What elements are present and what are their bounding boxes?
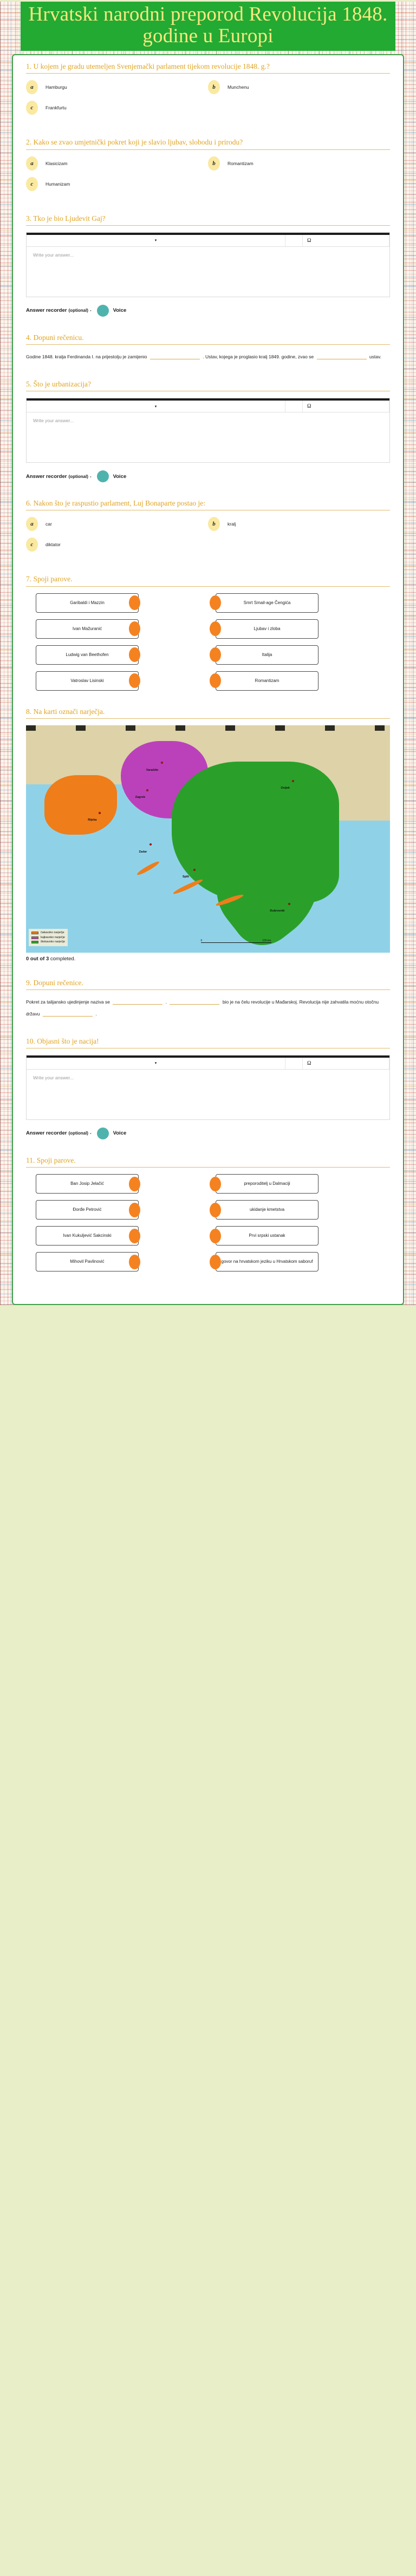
fill-blank-input[interactable] — [43, 1016, 93, 1017]
fill-text-part: Pokret za talijansko ujedinjenje naziva se — [26, 999, 110, 1005]
pair-row — [26, 1200, 390, 1220]
pair-right-cell — [208, 1200, 390, 1220]
question-1-title: 1. U kojem je gradu utemeljen Svenjemački parlament tijekom revolucije 1848. g.? — [26, 62, 270, 71]
pair-left-cell — [26, 619, 208, 639]
question-2-rule — [26, 149, 390, 150]
question-4-title: 4. Dopuni rečenicu. — [26, 333, 84, 342]
recorder-label: Answer recorder — [26, 473, 67, 480]
answer-recorder-row — [26, 1128, 390, 1139]
question-7-pairs — [26, 593, 390, 691]
toolbar-spacer — [285, 1058, 303, 1069]
question-4-rule — [26, 344, 390, 345]
choice-option[interactable] — [208, 517, 390, 531]
pair-left-box[interactable]: Đorđe Petrović — [36, 1200, 139, 1220]
special-character-button[interactable] — [303, 1058, 389, 1069]
question-3-title: 3. Tko je bio Ljudevit Gaj? — [26, 214, 106, 222]
choice-label: kralj — [227, 521, 236, 527]
editor-toolbar — [27, 1058, 389, 1070]
fill-text-part: . — [95, 1011, 97, 1017]
pair-row — [26, 593, 390, 613]
pair-right-box[interactable]: govor na hrvatskom jeziku u Hrvatskom saboruf — [216, 1252, 318, 1271]
record-button-icon[interactable] — [97, 305, 109, 317]
omega-icon: Ω — [307, 237, 311, 244]
pair-connector-knob[interactable] — [210, 1255, 221, 1269]
pair-right-box[interactable]: preporoditelj u Dalmaciji — [216, 1174, 318, 1194]
question-3 — [26, 214, 390, 317]
question-3-rule — [26, 225, 390, 226]
voice-label: Voice — [113, 473, 127, 480]
legend-item — [31, 940, 65, 945]
question-9-rule — [26, 989, 390, 990]
font-select-dropdown[interactable] — [27, 1058, 285, 1069]
pair-connector-knob[interactable] — [129, 673, 140, 688]
legend-swatch-stokavian — [31, 941, 38, 943]
fill-blank-input[interactable] — [170, 1004, 219, 1005]
pair-connector-knob[interactable] — [129, 1229, 140, 1243]
choice-key-bubble: a — [26, 80, 38, 94]
choice-key-bubble: c — [26, 177, 38, 191]
question-6-title: 6. Nakon što je raspustio parlament, Luj Bonaparte postao je: — [26, 499, 206, 508]
choice-option[interactable] — [26, 156, 208, 171]
chevron-down-icon: ▾ — [154, 404, 157, 409]
pair-left-cell — [26, 1252, 208, 1271]
question-10 — [26, 1037, 390, 1139]
question-9 — [26, 978, 390, 1020]
map-top-border — [26, 725, 390, 731]
question-7-rule — [26, 586, 390, 587]
fill-text-part: . — [165, 999, 167, 1005]
question-2-choices — [26, 156, 390, 198]
map-city-label: Rijeka — [88, 818, 97, 822]
pair-left-box[interactable]: Ban Josip Jelačić — [36, 1174, 139, 1194]
pair-right-box[interactable]: Prvi srpski ustanak — [216, 1226, 318, 1246]
question-7-title: 7. Spoji parove. — [26, 575, 73, 584]
title-banner — [21, 2, 395, 51]
choice-key-bubble: b — [208, 517, 220, 531]
pair-right-cell — [208, 1252, 390, 1271]
recorder-dash: - — [89, 1131, 92, 1136]
question-11-pairs — [26, 1174, 390, 1271]
question-8 — [26, 707, 390, 962]
question-4 — [26, 333, 390, 363]
fill-text-part: . Ustav, kojega je proglasio kralj 1849. godine, zvao se — [203, 354, 314, 360]
answer-textarea[interactable]: Write your answer... — [27, 412, 389, 462]
choice-label: Munchenu — [227, 84, 249, 90]
question-9-sentences — [26, 997, 390, 1020]
pair-left-box[interactable]: Ivan Mažuranić — [36, 619, 139, 639]
pair-left-box[interactable]: Vatroslav Lisinski — [36, 671, 139, 691]
question-8-title: 8. Na karti označi narječja. — [26, 707, 105, 716]
pair-right-box[interactable]: Smrt Smail-age Čengića — [216, 593, 318, 613]
pair-connector-knob[interactable] — [210, 621, 221, 636]
question-6 — [26, 499, 390, 558]
font-select-dropdown[interactable] — [27, 401, 285, 412]
pair-right-box[interactable]: Ljubav i zloba — [216, 619, 318, 639]
pair-connector-knob[interactable] — [210, 647, 221, 662]
omega-icon: Ω — [307, 403, 311, 410]
question-10-title: 10. Objasni što je nacija! — [26, 1037, 99, 1045]
fill-text-part: ustav. — [369, 354, 381, 360]
choice-key-bubble: b — [208, 80, 220, 94]
special-character-button[interactable] — [303, 235, 389, 246]
pair-row — [26, 1252, 390, 1271]
legend-item — [31, 930, 65, 935]
record-button-icon[interactable] — [97, 1128, 109, 1139]
city-pin — [288, 903, 290, 905]
fill-blank-input[interactable] — [113, 1004, 162, 1005]
choice-label: Hamburgu — [46, 84, 67, 90]
cakavian-region[interactable] — [44, 775, 117, 834]
map-city-label: Zadar — [139, 850, 147, 854]
choice-option[interactable] — [26, 101, 208, 115]
legend-label: kajkavsko narječje — [41, 935, 65, 939]
pair-row — [26, 619, 390, 639]
choice-key-bubble: c — [26, 538, 38, 552]
record-button-icon[interactable] — [97, 470, 109, 482]
answer-editor[interactable] — [26, 398, 390, 463]
pair-left-cell — [26, 1174, 208, 1194]
pair-row — [26, 1226, 390, 1246]
pair-left-cell — [26, 1226, 208, 1246]
pair-right-box[interactable]: Romantizam — [216, 671, 318, 691]
map-city-label: Split — [182, 875, 189, 879]
pair-right-cell — [208, 671, 390, 691]
map-progress-count: 0 out of 3 — [26, 955, 49, 962]
choice-option[interactable] — [26, 177, 208, 191]
chevron-down-icon: ▾ — [154, 239, 157, 243]
choice-label: Klasicizam — [46, 160, 68, 166]
choice-option[interactable] — [26, 538, 208, 552]
answer-recorder-row — [26, 470, 390, 482]
question-1-choices — [26, 80, 390, 121]
answer-editor[interactable] — [26, 232, 390, 297]
question-6-choices — [26, 517, 390, 558]
pair-left-box[interactable]: Ludwig van Beethofen — [36, 645, 139, 665]
voice-label: Voice — [113, 307, 127, 314]
pair-connector-knob[interactable] — [129, 1255, 140, 1269]
map-city-label: Dubrovnik — [270, 909, 285, 913]
font-select-dropdown[interactable] — [27, 235, 285, 246]
question-1 — [26, 62, 390, 121]
question-4-sentence — [26, 351, 390, 363]
map-widget[interactable] — [26, 725, 390, 953]
city-pin — [161, 762, 163, 764]
answer-editor[interactable] — [26, 1055, 390, 1120]
pair-left-cell — [26, 645, 208, 665]
pair-left-box[interactable]: Ivan Kukuljević Sakcinski — [36, 1226, 139, 1246]
pair-connector-knob[interactable] — [210, 595, 221, 610]
pair-right-box[interactable]: ukidanje kmetstva — [216, 1200, 318, 1220]
editor-toolbar — [27, 235, 389, 247]
recorder-label: Answer recorder — [26, 307, 67, 314]
pair-left-box[interactable]: Mihovil Pavlinović — [36, 1252, 139, 1271]
page-title: Hrvatski narodni preporod Revolucija 1848. godine u Europi — [28, 3, 388, 47]
city-pin — [146, 789, 148, 791]
worksheet-sheet — [0, 2, 416, 1305]
pair-connector-knob[interactable] — [210, 1203, 221, 1217]
omega-icon: Ω — [307, 1060, 311, 1066]
choice-label: Humanizam — [46, 181, 70, 187]
choice-key-bubble: b — [208, 156, 220, 171]
special-character-button[interactable] — [303, 401, 389, 412]
choice-key-bubble: c — [26, 101, 38, 115]
pair-left-box[interactable]: Garibaldi i Mazzin — [36, 593, 139, 613]
pair-connector-knob[interactable] — [129, 621, 140, 636]
pair-right-cell — [208, 1174, 390, 1194]
question-5-title: 5. Što je urbanizacija? — [26, 379, 91, 388]
legend-swatch-kajkavian — [31, 936, 38, 939]
pair-right-box[interactable]: Italija — [216, 645, 318, 665]
legend-label: čakavsko narječje — [41, 931, 64, 935]
pair-connector-knob[interactable] — [210, 1177, 221, 1191]
choice-label: car — [46, 521, 52, 527]
question-11-title: 11. Spoji parove. — [26, 1156, 76, 1164]
pair-right-cell — [208, 619, 390, 639]
map-progress-status — [26, 956, 390, 962]
question-2-title: 2. Kako se zvao umjetnički pokret koji je slavio ljubav, slobodu i prirodu? — [26, 138, 243, 147]
choice-label: Frankfurtu — [46, 105, 67, 111]
map-city-label: Osijek — [281, 786, 290, 790]
choice-key-bubble: a — [26, 156, 38, 171]
toolbar-spacer — [285, 235, 303, 246]
choice-option[interactable] — [26, 517, 208, 531]
scalebar-line — [201, 942, 271, 943]
city-pin — [193, 869, 196, 871]
toolbar-spacer — [285, 401, 303, 412]
choice-label: diktator — [46, 542, 61, 548]
map-city-label: Zagreb — [135, 796, 145, 799]
map-progress-text: completed. — [49, 955, 76, 962]
fill-text-part: bio je na čelu revolucije u Mađarskoj. Revolucija nije zahvatila moćnu otočnu državu — [26, 999, 379, 1017]
pair-left-cell — [26, 671, 208, 691]
pair-connector-knob[interactable] — [210, 673, 221, 688]
question-9-title: 9. Dopuni rečenice. — [26, 978, 83, 987]
pair-connector-knob[interactable] — [129, 595, 140, 610]
scalebar-end: 100 km — [262, 939, 271, 942]
pair-row — [26, 671, 390, 691]
legend-item — [31, 935, 65, 940]
question-11-rule — [26, 1167, 390, 1168]
legend-swatch-cakavian — [31, 932, 38, 934]
map-scalebar — [201, 939, 271, 943]
answer-recorder-row — [26, 305, 390, 317]
pair-right-cell — [208, 1226, 390, 1246]
fill-text-part: Godine 1848. kralja Ferdinanda I. na prijestolju je zamijenio — [26, 354, 147, 360]
question-5 — [26, 379, 390, 482]
pair-row — [26, 645, 390, 665]
questions-card — [12, 54, 404, 1305]
choice-option[interactable] — [26, 80, 208, 94]
recorder-dash: - — [89, 308, 92, 313]
pair-connector-knob[interactable] — [129, 647, 140, 662]
choice-option[interactable] — [208, 80, 390, 94]
question-8-rule — [26, 718, 390, 719]
choice-label: Romantizam — [227, 160, 253, 166]
answer-textarea[interactable]: Write your answer... — [27, 247, 389, 297]
recorder-label: Answer recorder — [26, 1130, 67, 1137]
question-1-rule — [26, 73, 390, 74]
pair-right-cell — [208, 593, 390, 613]
recorder-optional-label: (optional) — [68, 1131, 88, 1136]
recorder-optional-label: (optional) — [68, 474, 88, 479]
city-pin — [292, 780, 294, 782]
dialect-map[interactable] — [26, 725, 390, 953]
choice-key-bubble: a — [26, 517, 38, 531]
pair-connector-knob[interactable] — [210, 1229, 221, 1243]
question-11 — [26, 1156, 390, 1271]
voice-label: Voice — [113, 1130, 127, 1137]
pair-row — [26, 1174, 390, 1194]
recorder-dash: - — [89, 474, 92, 479]
pair-left-cell — [26, 1200, 208, 1220]
question-7 — [26, 574, 390, 690]
legend-label: štokavsko narječje — [41, 940, 66, 944]
map-city-label: Varaždin — [146, 768, 159, 772]
choice-option[interactable] — [208, 156, 390, 171]
question-2 — [26, 137, 390, 197]
pair-connector-knob[interactable] — [129, 1203, 140, 1217]
pair-right-cell — [208, 645, 390, 665]
chevron-down-icon: ▾ — [154, 1061, 157, 1066]
recorder-optional-label: (optional) — [68, 308, 88, 313]
editor-toolbar — [27, 401, 389, 412]
answer-textarea[interactable]: Write your answer... — [27, 1070, 389, 1119]
pair-left-cell — [26, 593, 208, 613]
scalebar-start: 0 — [200, 939, 203, 942]
map-legend — [29, 929, 68, 946]
pair-connector-knob[interactable] — [129, 1177, 140, 1191]
